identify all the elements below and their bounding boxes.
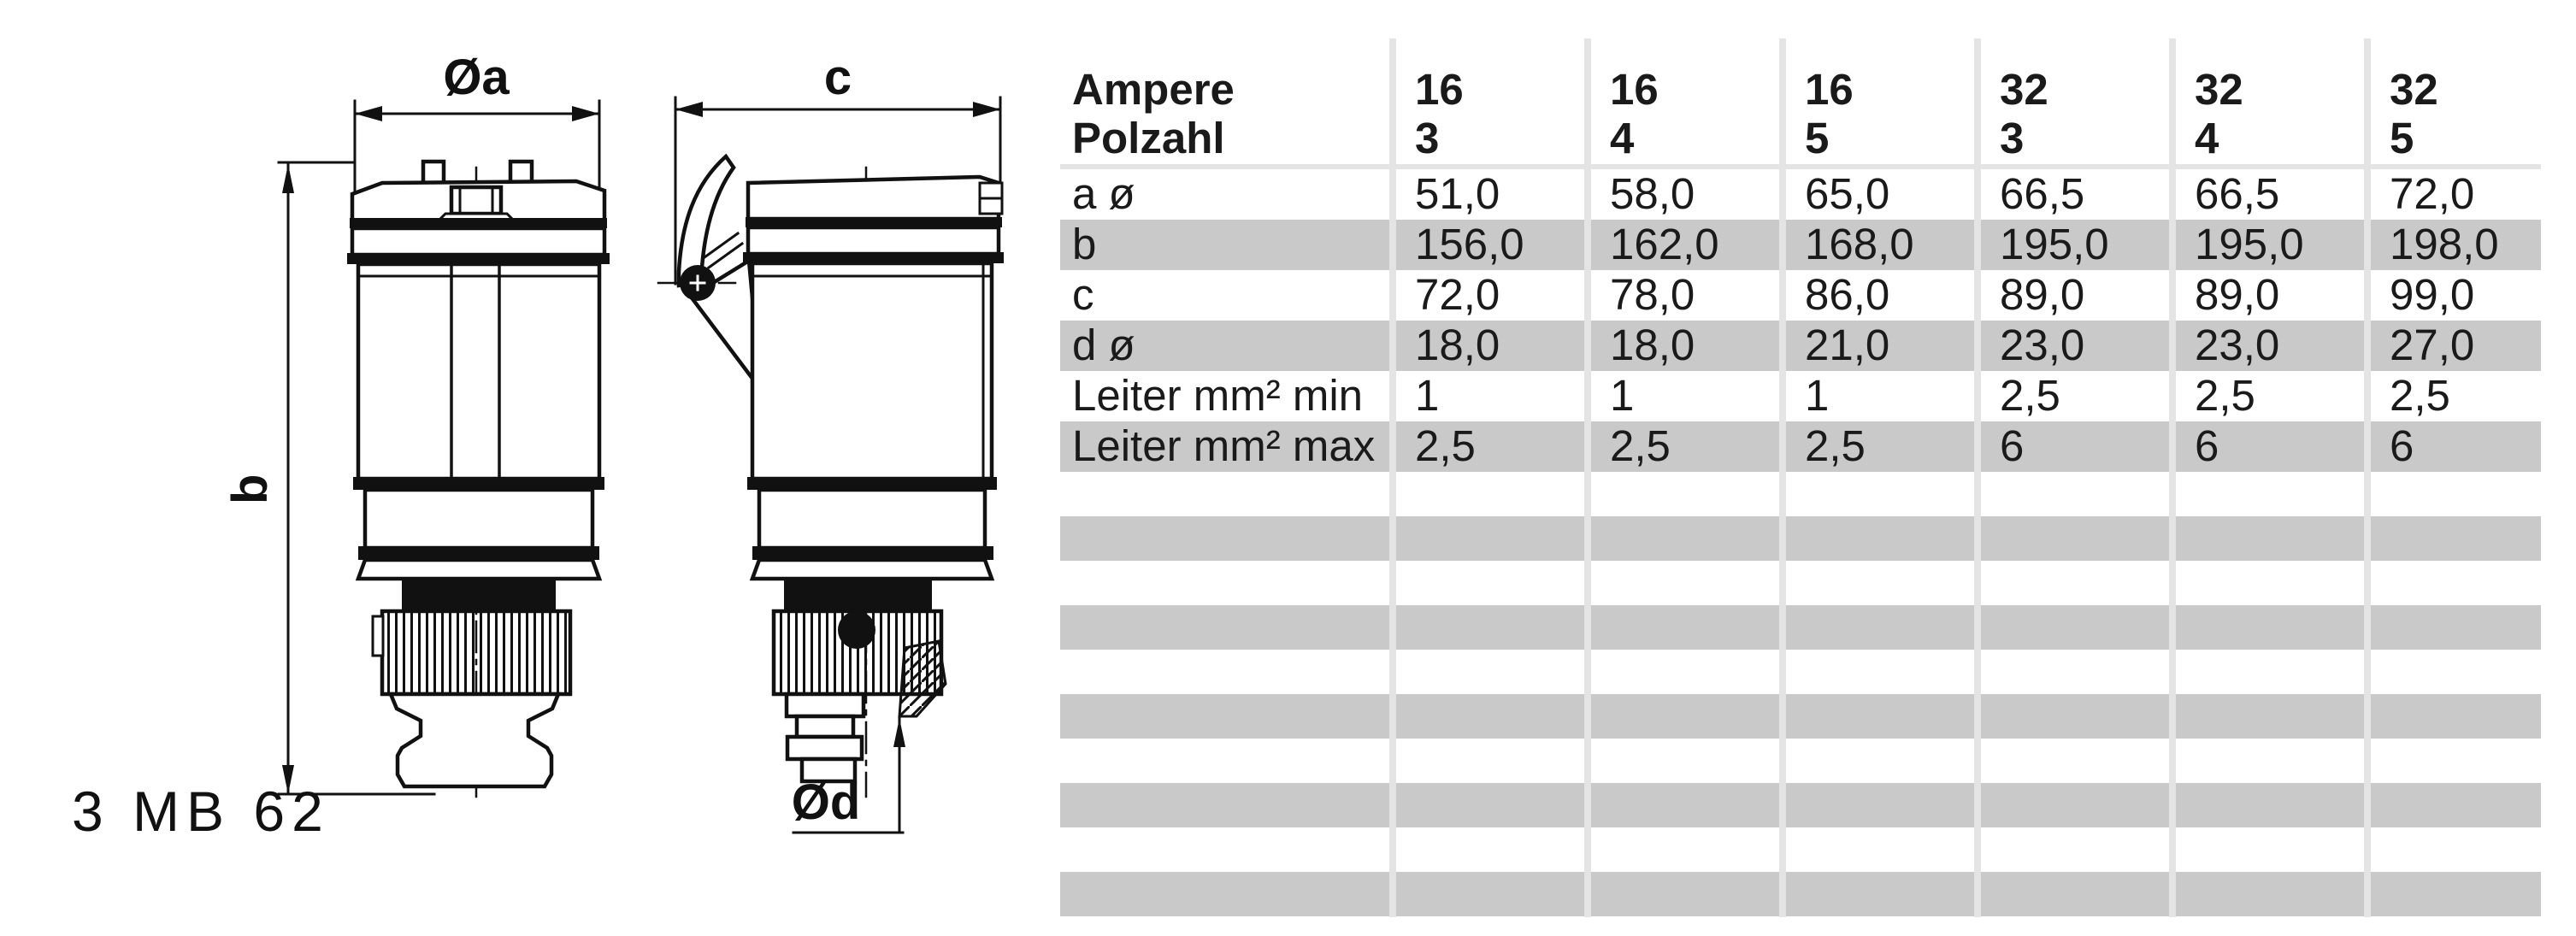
key-left [423, 162, 444, 183]
row-value: 6 [2000, 421, 2025, 470]
main-body [752, 263, 992, 479]
row-value: 2,5 [2195, 371, 2255, 420]
row-value: 72,0 [1415, 270, 1500, 319]
side-view [658, 97, 1004, 833]
cap [748, 177, 999, 219]
empty-row [1060, 561, 2541, 605]
row-value: 27,0 [2390, 321, 2475, 369]
dia-d-label: Ød [791, 774, 861, 830]
technical-drawing [0, 0, 1060, 936]
row-label: d ø [1072, 321, 1135, 369]
row-label: c [1072, 270, 1094, 319]
table-row [1060, 421, 2541, 472]
table-header [1060, 0, 2541, 164]
table-row [1060, 371, 2541, 421]
row-value: 18,0 [1415, 321, 1500, 369]
row-value: 2,5 [1415, 421, 1476, 470]
row-value: 18,0 [1610, 321, 1695, 369]
row-value: 195,0 [2000, 220, 2109, 268]
skirt [752, 560, 992, 579]
row-value: 89,0 [2195, 270, 2280, 319]
column-divider [1974, 38, 1981, 917]
empty-row [1060, 783, 2541, 827]
table-row [1060, 270, 2541, 321]
row-value: 195,0 [2195, 220, 2304, 268]
main-body [358, 264, 599, 479]
header-column: 16 3 [1415, 65, 1464, 162]
spec-table [1060, 0, 2542, 936]
header-column: 16 5 [1805, 65, 1854, 162]
row-value: 198,0 [2390, 220, 2499, 268]
row-value: 1 [1610, 371, 1635, 420]
row-value: 6 [2195, 421, 2219, 470]
row-value: 86,0 [1805, 270, 1890, 319]
cable-bell [391, 694, 558, 786]
row-value: 23,0 [2195, 321, 2280, 369]
row-value: 23,0 [2000, 321, 2085, 369]
row-value: 99,0 [2390, 270, 2475, 319]
thread [402, 579, 556, 611]
empty-row [1060, 472, 2541, 516]
section-flange [899, 641, 946, 716]
empty-row [1060, 694, 2541, 739]
column-divider [1389, 38, 1396, 917]
table-row [1060, 169, 2541, 220]
cover-beak [679, 156, 734, 286]
empty-row [1060, 516, 2541, 561]
part-number: 3 MB 62 [72, 780, 330, 843]
empty-row [1060, 650, 2541, 694]
table-row [1060, 321, 2541, 371]
row-value: 2,5 [2000, 371, 2060, 420]
screw-head [838, 611, 875, 649]
row-value: 58,0 [1610, 169, 1695, 218]
row-value: 78,0 [1610, 270, 1695, 319]
row-value: 66,5 [2000, 169, 2085, 218]
header-label: Ampere Polzahl [1072, 65, 1235, 162]
thread [784, 579, 932, 611]
table-row [1060, 220, 2541, 270]
empty-row [1060, 872, 2541, 916]
empty-row [1060, 827, 2541, 872]
row-value: 168,0 [1805, 220, 1914, 268]
row-value: 72,0 [2390, 169, 2475, 218]
header-separator [1060, 164, 2541, 169]
header-column: 32 5 [2390, 65, 2438, 162]
row-value: 1 [1805, 371, 1830, 420]
column-divider [2169, 38, 2176, 917]
b-label: b [222, 474, 278, 504]
row-value: 65,0 [1805, 169, 1890, 218]
header-column: 32 3 [2000, 65, 2048, 162]
row-value: 21,0 [1805, 321, 1890, 369]
row-value: 2,5 [1610, 421, 1671, 470]
column-divider [1779, 38, 1786, 917]
header-column: 16 4 [1610, 65, 1659, 162]
row-label: Leiter mm² max [1072, 421, 1376, 470]
c-label: c [823, 50, 852, 105]
row-value: 89,0 [2000, 270, 2085, 319]
gland-nut [382, 611, 570, 694]
row-label: Leiter mm² min [1072, 371, 1364, 420]
row-value: 2,5 [1805, 421, 1866, 470]
dia-a-label: Øa [443, 50, 510, 105]
header-column: 32 4 [2195, 65, 2243, 162]
skirt [358, 560, 599, 579]
row-value: 2,5 [2390, 371, 2450, 420]
empty-row [1060, 605, 2541, 650]
row-value: 51,0 [1415, 169, 1500, 218]
column-divider [2364, 38, 2371, 917]
row-value: 1 [1415, 371, 1440, 420]
row-label: a ø [1072, 169, 1135, 218]
row-value: 156,0 [1415, 220, 1524, 268]
table-rows [1060, 169, 2541, 916]
front-view [279, 101, 610, 797]
empty-row [1060, 739, 2541, 783]
row-value: 66,5 [2195, 169, 2280, 218]
row-value: 6 [2390, 421, 2414, 470]
column-divider [1584, 38, 1591, 917]
row-value: 162,0 [1610, 220, 1719, 268]
row-label: b [1072, 220, 1097, 268]
